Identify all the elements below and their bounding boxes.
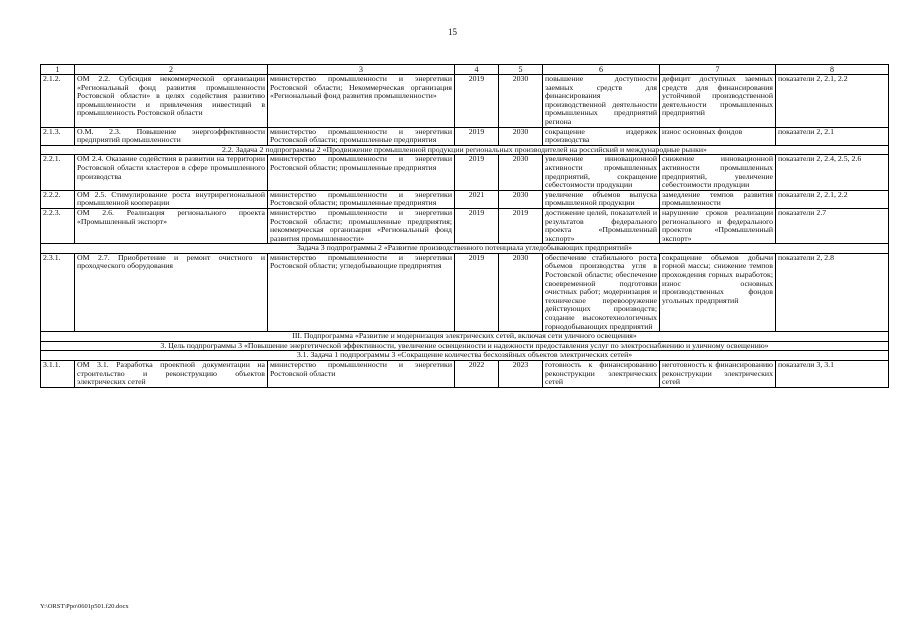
- start-year: 2022: [455, 361, 499, 388]
- executor: министерство промышленности и энергетики Ростовской области; промышленные предприятия: [268, 127, 455, 145]
- footer-file-path: Y:\ORST\Ppo\0601p501.f20.docx: [40, 603, 129, 610]
- executor: министерство промышленности и энергетики Ростовской области; промышленные предприятия; некоммерческая организация «Региональный фонд развития промышленности»: [268, 208, 455, 243]
- measure-name: ОМ 2.2. Субсидия некоммерческой организации «Региональный фонд развития промышленности Ростовской области» в целях содействия развитию промышленности и привлечения инвестиций в промышленность Ростовской области: [75, 75, 268, 128]
- header-row: [41, 65, 889, 75]
- page-number: 15: [448, 27, 457, 37]
- executor: министерство промышленности и энергетики Ростовской области; промышленные предприятия: [268, 155, 455, 190]
- measure-name: О.М. 2.3. Повышение энергоэффективности предприятий промышленности: [75, 127, 268, 145]
- measure-name: ОМ 2.5. Стимулирование роста внутрирегиональной промышленной кооперации: [75, 190, 268, 208]
- table-row: [41, 127, 889, 145]
- measures-table: [40, 64, 889, 388]
- indicators: показатели 2, 2.8: [776, 253, 889, 331]
- end-year: 2030: [499, 155, 543, 190]
- measure-name: ОМ 2.7. Приобретение и ремонт очистного и проходческого оборудования: [75, 253, 268, 331]
- section-heading: 3.1. Задача 1 подпрограммы 3 «Сокращение количества бесхозяйных объектов электрических сетей»: [41, 351, 889, 361]
- end-year: 2030: [499, 127, 543, 145]
- indicators: показатели 2, 2.1: [776, 127, 889, 145]
- expected-result: обеспечение стабильного роста объемов производства угля в Ростовской области; обеспечение своевременной подготовки очистных работ; модернизация и техническое перевооружение действующих производств; создание высокотехнологичных горнодобывающих предприятий: [543, 253, 660, 331]
- section-heading: 2.2. Задача 2 подпрограммы 2 «Продвижение промышленной продукции региональных производителей на российский и международные рынки»: [41, 145, 889, 155]
- row-number: 2.2.1.: [41, 155, 75, 190]
- row-number: 2.1.2.: [41, 75, 75, 128]
- indicators: показатели 2, 2.1, 2.2: [776, 190, 889, 208]
- consequences: дефицит доступных заемных средств для финансирования устойчивой производственной деятельности промышленных предприятий: [660, 75, 776, 128]
- measure-name: ОМ 3.1. Разработка проектной документации на строительство и реконструкцию объектов электрических сетей: [75, 361, 268, 388]
- consequences: замедление темпов развития промышленности: [660, 190, 776, 208]
- end-year: 2030: [499, 190, 543, 208]
- start-year: 2019: [455, 155, 499, 190]
- column-header: 7: [660, 65, 776, 75]
- table-row: [41, 361, 889, 388]
- expected-result: увеличение инновационной активности промышленных предприятий, сокращение себестоимости продукции: [543, 155, 660, 190]
- row-number: 2.2.3.: [41, 208, 75, 243]
- indicators: показатели 2, 2.1, 2.2: [776, 75, 889, 128]
- column-header: 2: [75, 65, 268, 75]
- start-year: 2019: [455, 208, 499, 243]
- table-row: [41, 75, 889, 128]
- indicators: показатели 2.7: [776, 208, 889, 243]
- column-header: 4: [455, 65, 499, 75]
- start-year: 2019: [455, 75, 499, 128]
- indicators: показатели 3, 3.1: [776, 361, 889, 388]
- end-year: 2030: [499, 75, 543, 128]
- section-heading-row: [41, 341, 889, 351]
- expected-result: увеличение объемов выпуска промышленной продукции: [543, 190, 660, 208]
- section-heading: Задача 3 подпрограммы 2 «Развитие производственного потенциала угледобывающих предприятий»: [41, 244, 889, 254]
- table-row: [41, 155, 889, 190]
- section-heading-row: [41, 145, 889, 155]
- table-row: [41, 190, 889, 208]
- indicators: показатели 2, 2.4, 2.5, 2.6: [776, 155, 889, 190]
- section-heading-row: [41, 332, 889, 342]
- expected-result: готовность к финансированию реконструкции электрических сетей: [543, 361, 660, 388]
- end-year: 2019: [499, 208, 543, 243]
- end-year: 2030: [499, 253, 543, 331]
- consequences: снижение инновационной активности промышленных предприятий, увеличение себестоимости продукции: [660, 155, 776, 190]
- start-year: 2019: [455, 253, 499, 331]
- consequences: неготовность к финансированию реконструкции электрических сетей: [660, 361, 776, 388]
- section-heading: III. Подпрограмма «Развитие и модернизация электрических сетей, включая сети уличного освещения»: [41, 332, 889, 342]
- end-year: 2023: [499, 361, 543, 388]
- column-header: 1: [41, 65, 75, 75]
- executor: министерство промышленности и энергетики Ростовской области; угледобывающие предприятия: [268, 253, 455, 331]
- row-number: 2.2.2.: [41, 190, 75, 208]
- measure-name: ОМ 2.4. Оказание содействия в развитии на территории Ростовской области кластеров в сфере промышленного производства: [75, 155, 268, 190]
- section-heading-row: [41, 351, 889, 361]
- row-number: 2.1.3.: [41, 127, 75, 145]
- consequences: износ основных фондов: [660, 127, 776, 145]
- consequences: сокращение объемов добычи горной массы; снижение темпов прохождения горных выработок; износ основных производственных фондов угольных предприятий: [660, 253, 776, 331]
- column-header: 8: [776, 65, 889, 75]
- column-header: 3: [268, 65, 455, 75]
- consequences: нарушение сроков реализации регионального и федерального проектов «Промышленный экспорт»: [660, 208, 776, 243]
- row-number: 3.1.1.: [41, 361, 75, 388]
- expected-result: сокращение издержек производства: [543, 127, 660, 145]
- row-number: 2.3.1.: [41, 253, 75, 331]
- section-heading-row: [41, 244, 889, 254]
- executor: министерство промышленности и энергетики Ростовской области; промышленные предприятия: [268, 190, 455, 208]
- expected-result: достижение целей, показателей и результатов федерального проекта «Промышленный экспорт»: [543, 208, 660, 243]
- executor: министерство промышленности и энергетики Ростовской области; Некоммерческая организация «Региональный фонд развития промышленности»: [268, 75, 455, 128]
- section-heading: 3. Цель подпрограммы 3 «Повышение энергетической эффективности, увеличение освещенности и надежности предоставления услуг по электроснабжению и уличному освещению»: [41, 341, 889, 351]
- table-row: [41, 253, 889, 331]
- expected-result: повышение доступности заемных средств для финансирования производственной деятельности промышленных предприятий региона: [543, 75, 660, 128]
- column-header: 6: [543, 65, 660, 75]
- table-row: [41, 208, 889, 243]
- executor: министерство промышленности и энергетики Ростовской области: [268, 361, 455, 388]
- column-header: 5: [499, 65, 543, 75]
- measure-name: ОМ 2.6. Реализация регионального проекта «Промышленный экспорт»: [75, 208, 268, 243]
- start-year: 2021: [455, 190, 499, 208]
- start-year: 2019: [455, 127, 499, 145]
